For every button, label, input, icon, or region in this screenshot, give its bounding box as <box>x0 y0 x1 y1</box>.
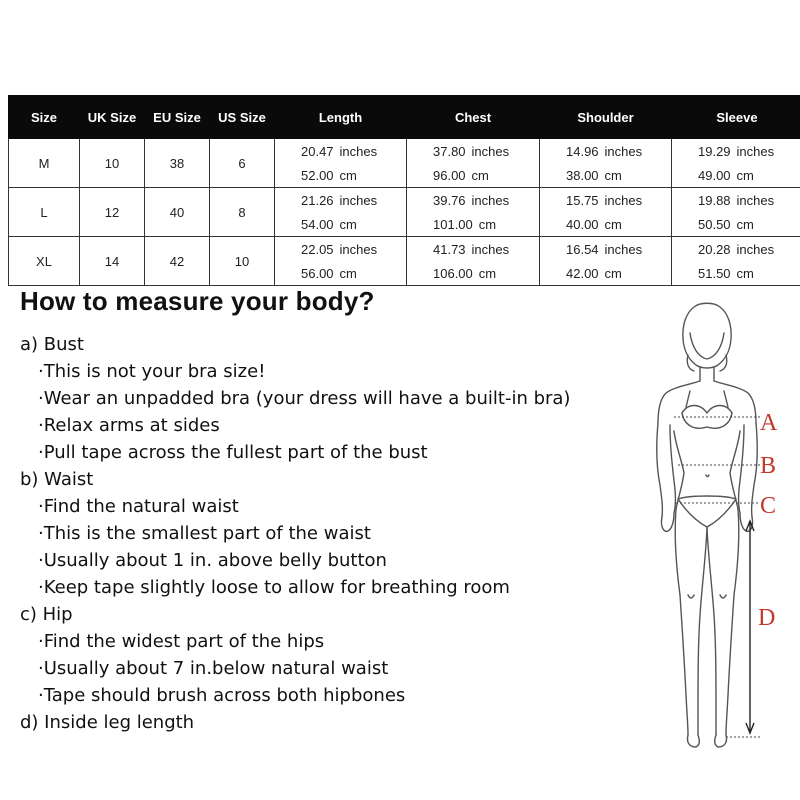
header-size: Size <box>9 96 80 139</box>
size-cell: L <box>9 188 80 237</box>
section-heading-bust: a) Bust <box>20 334 84 355</box>
marker-label: A <box>760 410 778 436</box>
sleeve-cm-cell: 50.50 cm <box>672 212 800 237</box>
table-row <box>9 139 800 164</box>
shoulder-inches-cell: 14.96 inches <box>540 139 672 164</box>
measure-instructions <box>20 331 620 736</box>
header-us-size: US Size <box>210 96 275 139</box>
table-row <box>9 188 800 213</box>
body-outline-illustration <box>630 295 795 755</box>
us-size-cell: 8 <box>210 188 275 237</box>
length-inches-cell: 22.05 inches <box>275 237 407 262</box>
instruction-item: ·Wear an unpadded bra (your dress will have a built-in bra) <box>38 388 571 409</box>
length-inches-cell: 20.47 inches <box>275 139 407 164</box>
section-heading-waist: b) Waist <box>20 469 94 490</box>
instruction-item: ·Usually about 1 in. above belly button <box>38 550 387 571</box>
marker-label: C <box>760 493 777 519</box>
eu-size-cell: 40 <box>145 188 210 237</box>
size-chart-table <box>8 95 800 286</box>
sleeve-inches-cell: 20.28 inches <box>672 237 800 262</box>
eu-size-cell: 38 <box>145 139 210 188</box>
sleeve-inches-cell: 19.29 inches <box>672 139 800 164</box>
length-cm-cell: 52.00 cm <box>275 163 407 188</box>
marker-label: D <box>758 605 776 631</box>
header-eu-size: EU Size <box>145 96 210 139</box>
table-row <box>9 237 800 262</box>
instruction-item: ·Keep tape slightly loose to allow for breathing room <box>38 577 510 598</box>
us-size-cell: 10 <box>210 237 275 286</box>
header-length: Length <box>275 96 407 139</box>
sleeve-inches-cell: 19.88 inches <box>672 188 800 213</box>
header-shoulder: Shoulder <box>540 96 672 139</box>
section-heading-inside-leg: d) Inside leg length <box>20 712 195 733</box>
instruction-item: ·This is the smallest part of the waist <box>38 523 371 544</box>
instruction-item: ·Usually about 7 in.below natural waist <box>38 658 389 679</box>
chest-inches-cell: 39.76 inches <box>407 188 540 213</box>
uk-size-cell: 10 <box>80 139 145 188</box>
header-sleeve: Sleeve <box>672 96 800 139</box>
shoulder-cm-cell: 40.00 cm <box>540 212 672 237</box>
instruction-item: ·Relax arms at sides <box>38 415 220 436</box>
marker-label: B <box>760 453 777 479</box>
sleeve-cm-cell: 49.00 cm <box>672 163 800 188</box>
shoulder-inches-cell: 16.54 inches <box>540 237 672 262</box>
length-cm-cell: 56.00 cm <box>275 261 407 286</box>
header-chest: Chest <box>407 96 540 139</box>
table-header-row <box>9 96 800 139</box>
shoulder-inches-cell: 15.75 inches <box>540 188 672 213</box>
instruction-item: ·Pull tape across the fullest part of the bust <box>38 442 428 463</box>
uk-size-cell: 12 <box>80 188 145 237</box>
instruction-item: ·Find the natural waist <box>38 496 239 517</box>
uk-size-cell: 14 <box>80 237 145 286</box>
chest-cm-cell: 101.00 cm <box>407 212 540 237</box>
header-uk-size: UK Size <box>80 96 145 139</box>
shoulder-cm-cell: 42.00 cm <box>540 261 672 286</box>
instruction-item: ·Find the widest part of the hips <box>38 631 325 652</box>
size-cell: M <box>9 139 80 188</box>
body-measurement-figure <box>630 295 795 755</box>
chest-cm-cell: 106.00 cm <box>407 261 540 286</box>
shoulder-cm-cell: 38.00 cm <box>540 163 672 188</box>
eu-size-cell: 42 <box>145 237 210 286</box>
sleeve-cm-cell: 51.50 cm <box>672 261 800 286</box>
measure-guide-title: How to measure your body? <box>20 286 375 316</box>
section-heading-hip: c) Hip <box>20 604 73 625</box>
instruction-item: ·This is not your bra size! <box>38 361 266 382</box>
instruction-item: ·Tape should brush across both hipbones <box>38 685 406 706</box>
us-size-cell: 6 <box>210 139 275 188</box>
size-cell: XL <box>9 237 80 286</box>
chest-inches-cell: 41.73 inches <box>407 237 540 262</box>
chest-cm-cell: 96.00 cm <box>407 163 540 188</box>
chest-inches-cell: 37.80 inches <box>407 139 540 164</box>
length-cm-cell: 54.00 cm <box>275 212 407 237</box>
length-inches-cell: 21.26 inches <box>275 188 407 213</box>
